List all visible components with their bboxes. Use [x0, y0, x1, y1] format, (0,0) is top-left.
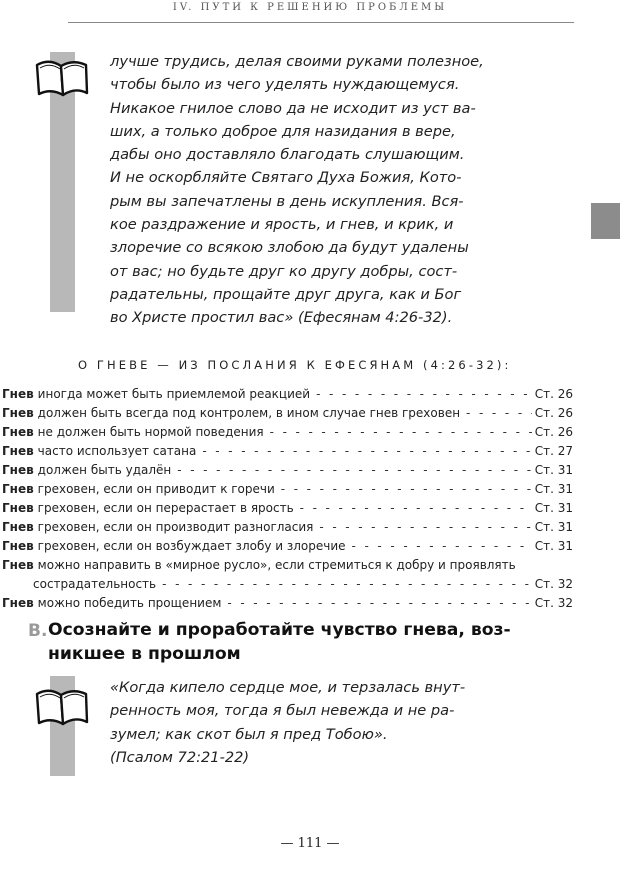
topic-row: [2, 480, 573, 499]
topic-text: греховен, если он перерастает в ярость: [37, 501, 294, 515]
page-number: — 111 —: [280, 836, 340, 851]
quote-line: ших, а только доброе для назидания в вере,: [110, 122, 456, 140]
quote-line: чтобы было из чего уделять нуждающемуся.: [110, 76, 460, 94]
anger-topic-list: [2, 385, 573, 613]
verse-reference: Ст. 31: [534, 539, 573, 553]
verse-reference: Ст. 27: [534, 444, 573, 458]
topic-text: греховен, если он приводит к горечи: [37, 482, 275, 496]
topic-keyword: Гнев: [2, 596, 34, 610]
heading-line: никшее в прошлом: [48, 644, 241, 664]
topic-keyword: Гнев: [2, 406, 34, 420]
scripture-quote-ephesians: [110, 50, 580, 330]
topic-keyword: Гнев: [2, 520, 34, 534]
topic-keyword: Гнев: [2, 425, 34, 439]
dot-leader: [300, 499, 532, 518]
topic-keyword: Гнев: [2, 539, 34, 553]
dot-leader: [316, 385, 532, 404]
quote-line: во Христе простил вас» (Ефесянам 4:26-32).: [110, 309, 453, 327]
quote-line: Никакое гнилое слово да не исходит из уст ва-: [110, 99, 476, 117]
topic-text: часто использует сатана: [37, 444, 197, 458]
quote-line: кое раздражение и ярость, и гнев, и крик, и: [110, 216, 454, 234]
topic-text: должен быть удалён: [37, 463, 172, 477]
topic-keyword: Гнев: [2, 387, 34, 401]
topic-text: сострадательность: [33, 577, 157, 591]
verse-reference: Ст. 31: [534, 463, 573, 477]
dot-leader: [319, 518, 531, 537]
section-heading: [48, 618, 588, 666]
dot-leader: [227, 594, 531, 613]
topic-keyword: Гнев: [2, 558, 34, 572]
verse-reference: Ст. 32: [534, 596, 573, 610]
open-book-icon: [32, 57, 92, 99]
verse-reference: Ст. 31: [534, 501, 573, 515]
dot-leader: [162, 575, 532, 594]
topic-keyword: Гнев: [2, 482, 34, 496]
topic-row: [2, 518, 573, 537]
verse-reference: Ст. 26: [534, 406, 573, 420]
topic-row: [2, 556, 573, 575]
verse-reference: Ст. 31: [534, 520, 573, 534]
quote-line: дабы оно доставляло благодать слушающим.: [110, 146, 465, 164]
topic-row: [2, 404, 573, 423]
topic-text: греховен, если он производит разногласия: [37, 520, 314, 534]
topic-row: [2, 499, 573, 518]
quote-line: злоречие со всякою злобою да будут удалены: [110, 239, 469, 257]
dot-leader: [466, 404, 532, 423]
topic-text: можно победить прощением: [37, 596, 222, 610]
quote-line: от вас; но будьте друг ко другу добры, сост-: [110, 262, 458, 280]
quote-line: ренность моя, тогда я был невежда и не ра-: [110, 702, 455, 720]
verse-reference: Ст. 32: [534, 577, 573, 591]
dot-leader: [352, 537, 532, 556]
quote-line: радательны, прощайте друг друга, как и Бог: [110, 285, 462, 303]
topic-row-continuation: [2, 575, 573, 594]
dot-leader: [202, 442, 531, 461]
verse-reference: Ст. 26: [534, 387, 573, 401]
topic-row: [2, 461, 573, 480]
topic-keyword: Гнев: [2, 501, 34, 515]
quote-line: лучше трудись, делая своими руками полезное,: [110, 53, 484, 70]
quote-line: И не оскорбляйте Святаго Духа Божия, Кото-: [110, 169, 462, 187]
topic-list-title: О ГНЕВЕ — ИЗ ПОСЛАНИЯ К ЕФЕСЯНАМ (4:26-32):: [78, 358, 512, 372]
topic-keyword: Гнев: [2, 444, 34, 458]
topic-text: греховен, если он возбуждает злобу и злоречие: [37, 539, 346, 553]
topic-text: можно направить в «мирное русло», если стремиться к добру и проявлять: [37, 558, 516, 572]
topic-row: [2, 442, 573, 461]
open-book-icon: [32, 686, 92, 728]
topic-text: не должен быть нормой поведения: [37, 425, 264, 439]
heading-line: Осознайте и проработайте чувство гнева, воз-: [48, 620, 511, 640]
topic-row: [2, 385, 573, 404]
verse-reference: Ст. 31: [534, 482, 573, 496]
chapter-side-tab: [591, 203, 620, 239]
scripture-quote-psalm: [110, 676, 580, 769]
topic-text: должен быть всегда под контролем, в ином случае гнев греховен: [37, 406, 461, 420]
dot-leader: [281, 480, 532, 499]
section-letter: B.: [28, 621, 48, 641]
quote-line: рым вы запечатлены в день искупления. Вся-: [110, 192, 464, 210]
topic-row: [2, 537, 573, 556]
topic-keyword: Гнев: [2, 463, 34, 477]
dot-leader: [177, 461, 531, 480]
quote-line: «Когда кипело сердце мое, и терзалась внут-: [110, 679, 466, 696]
topic-row: [2, 423, 573, 442]
verse-reference: Ст. 26: [534, 425, 573, 439]
quote-line: зумел; как скот был я пред Тобою».: [110, 725, 388, 743]
topic-row: [2, 594, 573, 613]
running-head: IV. ПУТИ К РЕШЕНИЮ ПРОБЛЕМЫ: [172, 2, 448, 13]
quote-line: (Псалом 72:21-22): [110, 748, 250, 766]
header-rule: [68, 22, 574, 23]
topic-text: иногда может быть приемлемой реакцией: [37, 387, 311, 401]
dot-leader: [270, 423, 532, 442]
